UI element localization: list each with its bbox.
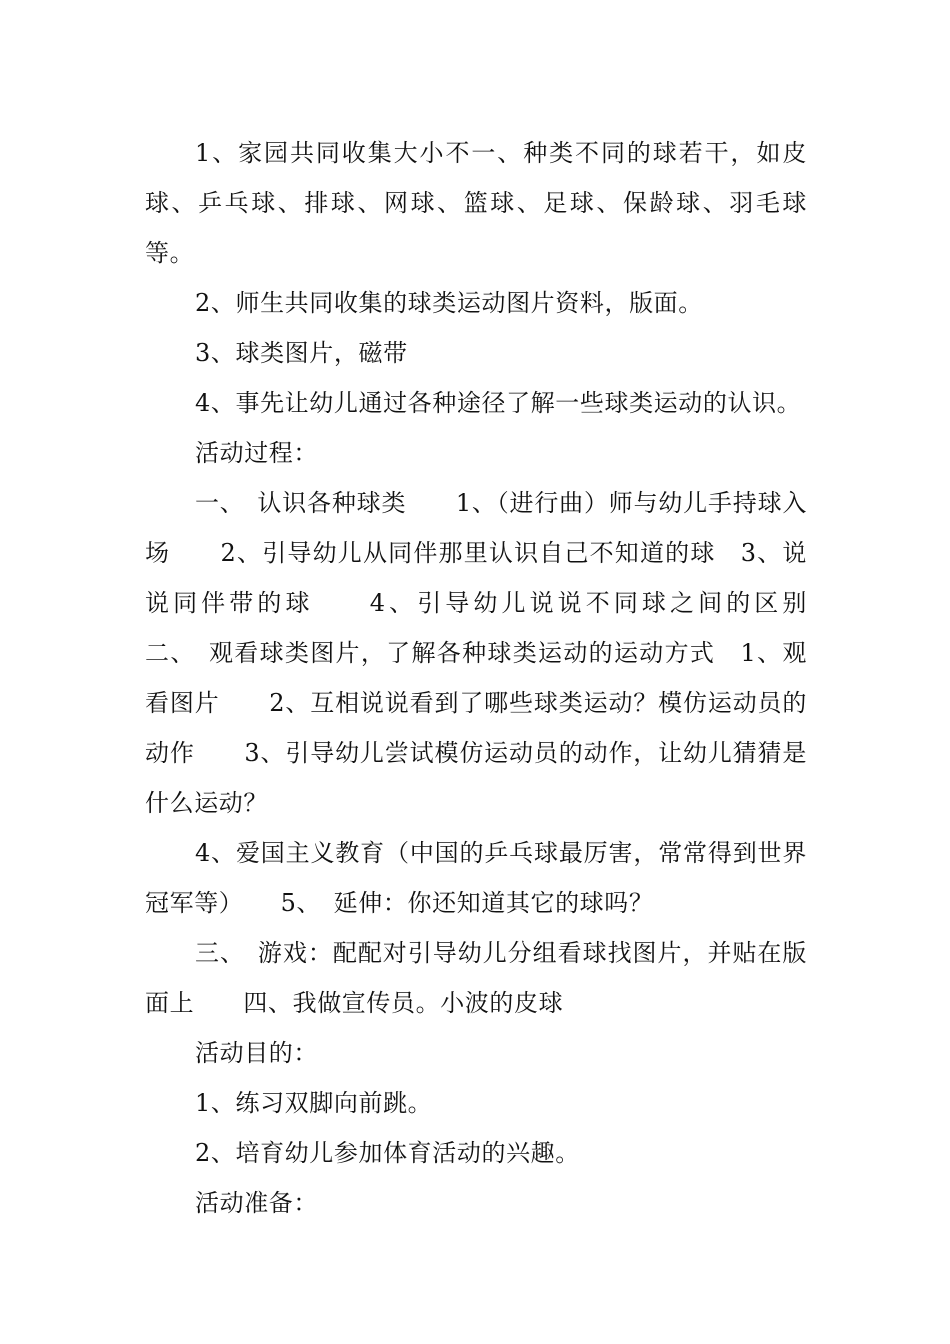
paragraph-patriotic-education: 4、爱国主义教育（中国的乒乓球最厉害，常常得到世界冠军等） 5、 延伸：你还知道其它的球吗？ [145, 839, 807, 917]
heading-activity-preparation: 活动准备： [195, 1189, 318, 1217]
paragraph-process-steps: 一、 认识各种球类 1、（进行曲）师与幼儿手持球入场 2、引导幼儿从同伴那里认识自己不知道的球 3、说说同伴带的球 4、引导幼儿说说不同球之间的区别 二、 观看球类图片，了解各种球类运动的运动方式 1、观看图片 2、互相说说看到了哪些球类运动？模仿运动员的动作 3、引导幼儿尝试模仿运动员的动作，让幼儿猜猜是什么运动？ [145, 489, 857, 817]
paragraph-goal-2: 2、培育幼儿参加体育活动的兴趣。 [195, 1139, 580, 1167]
paragraph-goal-1: 1、练习双脚向前跳。 [195, 1089, 433, 1117]
paragraph-game: 三、 游戏：配配对引导幼儿分组看球找图片，并贴在版面上 四、我做宣传员。小波的皮球 [145, 939, 807, 1017]
paragraph-materials-3: 3、球类图片，磁带 [195, 339, 408, 367]
heading-activity-goals: 活动目的： [195, 1039, 318, 1067]
heading-activity-process: 活动过程： [195, 439, 318, 467]
document-body [145, 128, 857, 1228]
paragraph-materials-4: 4、事先让幼儿通过各种途径了解一些球类运动的认识。 [195, 389, 802, 417]
paragraph-materials-2: 2、师生共同收集的球类运动图片资料，版面。 [195, 289, 703, 317]
paragraph-materials-1: 1、家园共同收集大小不一、种类不同的球若干，如皮球、乒乓球、排球、网球、篮球、足球、保龄球、羽毛球等。 [145, 139, 807, 267]
